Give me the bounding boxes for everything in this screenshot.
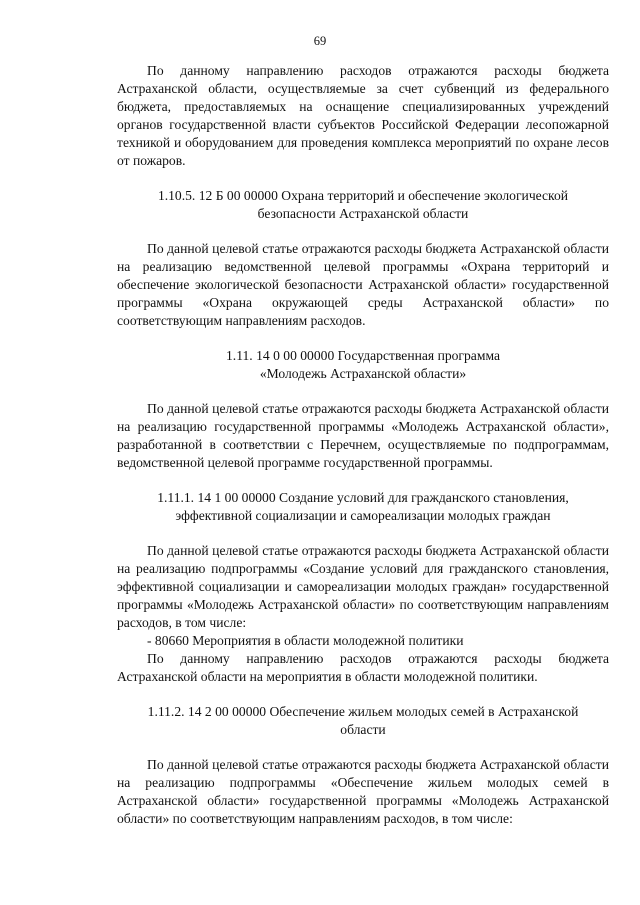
- heading-line: 1.11. 14 0 00 00000 Государственная программа: [226, 348, 500, 363]
- heading-line: «Молодежь Астраханской области»: [259, 366, 467, 381]
- paragraph-youth-subprogram: По данной целевой статье отражаются расходы бюджета Астраханской области на реализацию подпрограммы «Создание условий для гражданского становления, эффективной социализации и самореализации молодых граждан» государственной программы «Молодежь Астраханской области» по соответствующим направлениям расходов, в том числе:: [117, 543, 609, 630]
- heading-line: 1.11.1. 14 1 00 00000 Создание условий для гражданского становления,: [157, 490, 569, 505]
- paragraph-forest-fire-equipment: По данному направлению расходов отражаются расходы бюджета Астраханской области, осуществляемые за счет субвенций из федерального бюджета, предоставляемых на оснащение специализированных учреждений органов государственной власти субъектов Российской Федерации лесопожарной техникой и оборудованием для проведения комплекса мероприятий по охране лесов от пожаров.: [117, 63, 609, 168]
- heading-line: 1.10.5. 12 Б 00 00000 Охрана территорий и обеспечение экологической: [157, 188, 569, 203]
- heading-line: эффективной социализации и самореализации молодых граждан: [175, 508, 551, 523]
- section-heading-1-10-5: [117, 187, 609, 223]
- paragraph-youth-program: По данной целевой статье отражаются расходы бюджета Астраханской области на реализацию государственной программы «Молодежь Астраханской области», разработанной в соответствии с Перечнем, осуществляемые по подпрограммам, ведомственной целевой программе государственной программы.: [117, 401, 609, 470]
- heading-line: области: [340, 722, 386, 737]
- page-number: 69: [313, 34, 327, 48]
- heading-line: безопасности Астраханской области: [257, 206, 469, 221]
- document-body: [117, 62, 609, 828]
- paragraph-ecology-program: По данной целевой статье отражаются расходы бюджета Астраханской области на реализацию ведомственной целевой программы «Охрана территорий и обеспечение экологической безопасности Астраханской области» государственной программы «Охрана окружающей среды Астраханской области» по соответствующим направлениям расходов.: [117, 241, 609, 328]
- section-heading-1-11: [117, 347, 609, 383]
- section-heading-1-11-1: [117, 489, 609, 525]
- section-heading-1-11-2: [117, 703, 609, 739]
- list-item-80660: - 80660 Мероприятия в области молодежной политики: [147, 633, 464, 648]
- paragraph-youth-policy: По данному направлению расходов отражаются расходы бюджета Астраханской области на мероприятия в области молодежной политики.: [117, 651, 609, 684]
- heading-line: 1.11.2. 14 2 00 00000 Обеспечение жильем молодых семей в Астраханской: [147, 704, 579, 719]
- paragraph-young-families-housing: По данной целевой статье отражаются расходы бюджета Астраханской области на реализацию подпрограммы «Обеспечение жильем молодых семей в Астраханской области» государственной программы «Молодежь Астраханской области» по соответствующим направлениям расходов, в том числе:: [117, 757, 609, 826]
